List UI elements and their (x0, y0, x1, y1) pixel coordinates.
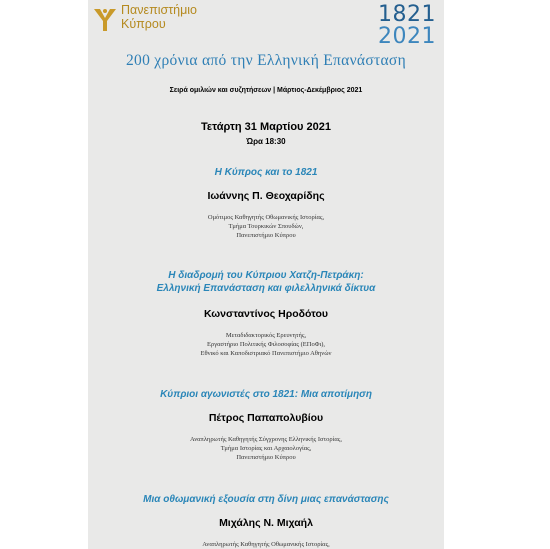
speaker-name-4: Μιχάλης Ν. Μιχαήλ (219, 517, 313, 529)
affiliation-line: Πανεπιστήμιο Κύπρου (236, 232, 296, 239)
affiliation-line: Εθνικό και Καποδιστριακό Πανεπιστήμιο Αθηνών (200, 350, 332, 357)
affiliation-line: Τμήμα Ιστορίας και Αρχαιολογίας, (220, 445, 312, 452)
affiliation-line: Αναπληρωτής Καθηγητής Σύγχρονης Ελληνικής Ιστορίας, (189, 436, 342, 443)
speaker-affiliation-3 (88, 435, 444, 462)
speaker-name-2: Κωνσταντίνος Ηροδότου (203, 308, 329, 320)
university-logo-icon (92, 6, 118, 32)
affiliation-line: Τμήμα Τουρκικών Σπουδών, (228, 223, 304, 230)
poster-subtitle: 200 χρόνια από την Ελληνική Επανάσταση (125, 52, 406, 69)
year-2021: 2021 (378, 24, 436, 49)
affiliation-line: Αναπληρωτής Καθηγητής Οθωμανικής Ιστορίας, (202, 541, 330, 548)
university-name (121, 3, 197, 31)
talk-title-3 (88, 388, 444, 401)
speaker-affiliation-1 (88, 213, 444, 240)
affiliation-line: Πανεπιστήμιο Κύπρου (236, 454, 296, 461)
talk-title-line: Κύπριοι αγωνιστές στο 1821: Μια αποτίμηση (160, 389, 372, 400)
talk-title-line: Ελληνική Επανάσταση και φιλελληνικά δίκτυα (156, 283, 376, 294)
speaker-affiliation-2 (88, 331, 444, 358)
speaker-affiliation-4 (88, 540, 444, 549)
affiliation-line: Μεταδιδακτορικός Ερευνητής, (225, 332, 307, 339)
talk-title-4 (88, 493, 444, 506)
event-date: Τετάρτη 31 Μαρτίου 2021 (200, 121, 331, 133)
speaker-name-3: Πέτρος Παπαπολυβίου (208, 412, 324, 424)
affiliation-line: Ομότιμος Καθηγητής Οθωμανικής Ιστορίας, (207, 214, 325, 221)
talk-title-1 (88, 166, 444, 179)
affiliation-line: Εργαστήριο Πολιτικής Φιλοσοφίας (ΕΠοΦι), (206, 341, 325, 348)
university-name-line2: Κύπρου (121, 17, 166, 31)
speaker-name-1: Ιωάννης Π. Θεοχαρίδης (207, 190, 325, 202)
event-poster (88, 0, 444, 549)
talk-title-2 (88, 269, 444, 295)
talk-title-line: Η Κύπρος και το 1821 (214, 167, 318, 178)
university-name-line1: Πανεπιστήμιο (121, 3, 198, 17)
talk-title-line: Μια οθωμανική εξουσία στη δίνη μιας επανάστασης (143, 494, 389, 505)
event-time: Ώρα 18:30 (246, 137, 286, 146)
year-1821: 1821 (378, 2, 436, 27)
series-line: Σειρά ομιλιών και συζητήσεων | Μάρτιος-Δεκέμβριος 2021 (169, 87, 363, 94)
talk-title-line: Η διαδρομή του Κύπριου Χατζη-Πετράκη: (168, 270, 364, 281)
